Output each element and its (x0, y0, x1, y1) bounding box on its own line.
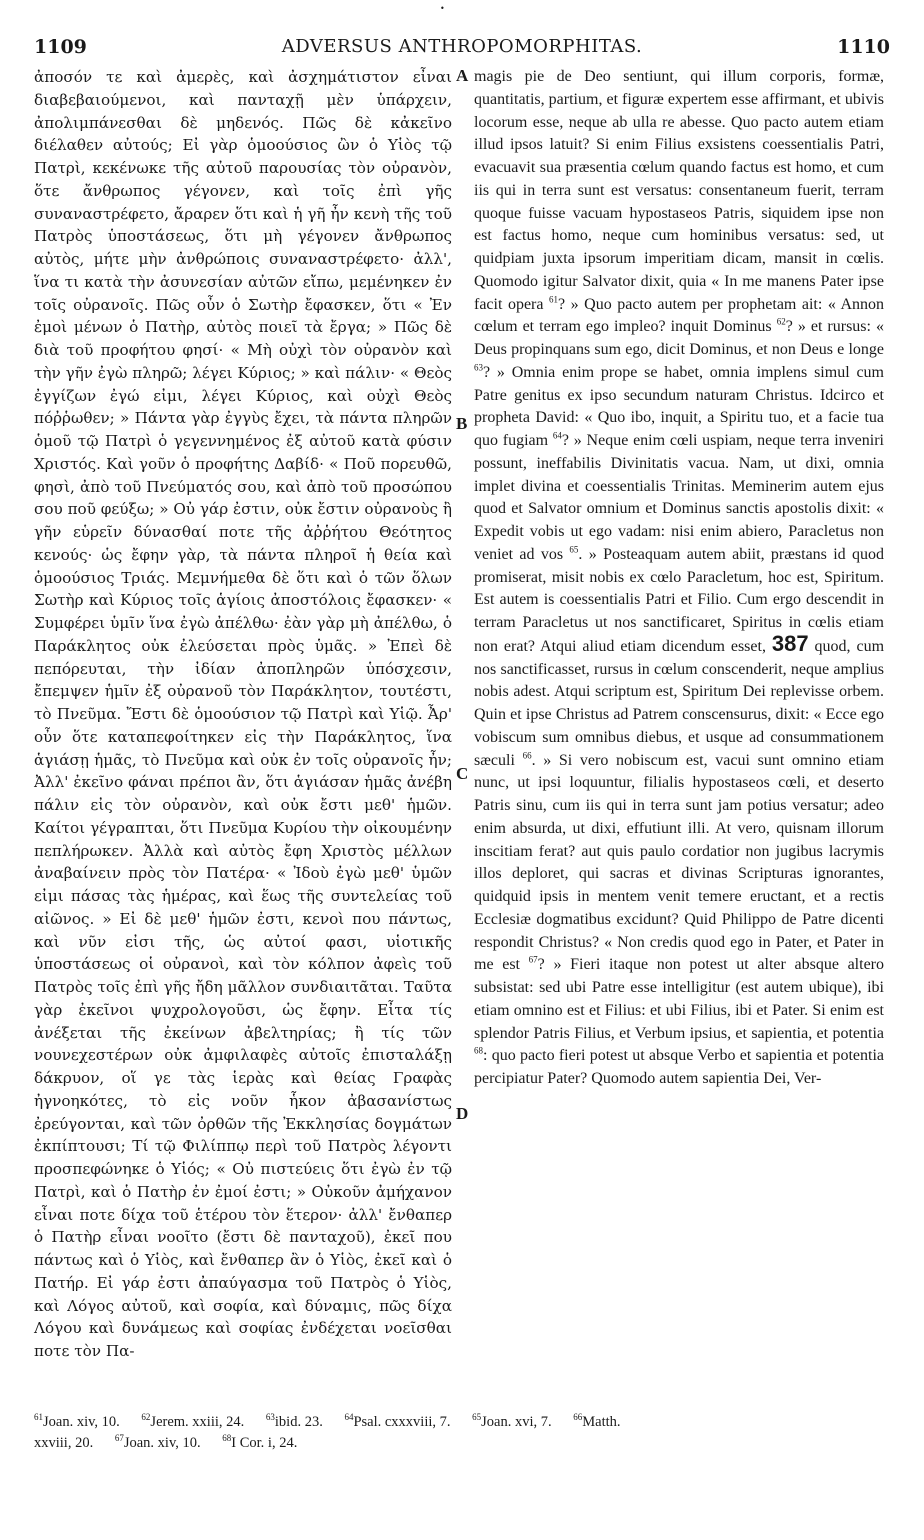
page-header (34, 36, 890, 62)
latin-segment: ? » Neque enim cœli uspiam, neque terra inveniri possunt, ineffabilis Divinitatis vacua. Nam, ut dixi, omnia implet divina et coessentialis Trinitas. Meminerim autem ejus quod et Salvator omnium et Dominus sanctis apostolis dixit: « Expedit vobis ut ego vadam: nisi enim abiero, Paracletus non veniet ad vos (474, 432, 885, 563)
latin-segment: : quo pacto fieri potest ut absque Verbo et sapientia et potentia percipiatur Pater? Quomodo autem sapientia Dei, Ver- (474, 1047, 884, 1087)
footnote: $^{63}$ibid. 23. (265, 1412, 323, 1430)
footnote-ref: 66 (522, 750, 532, 761)
margin-mark-c: C (456, 764, 469, 783)
page-number-left: 1109 (34, 36, 87, 58)
footnote-ref: 61 (549, 294, 559, 305)
footnotes (34, 1412, 890, 1454)
column-number: 387 (771, 630, 809, 656)
latin-column (474, 66, 884, 1406)
margin-mark-a: A (456, 66, 469, 85)
greek-text: ἀποσόν τε καὶ ἀμερὲς, καὶ ἀσχημάτιστον εἶναι διαβεβαιούμενοι, καὶ πανταχῇ μὲν ὑπάρχειν, ἀπολιμπάνεσθαι δὲ μηδενός. Πῶς δὲ κἀκεῖνο διέλαθεν αὐτούς; Εἰ γὰρ ὁμοούσιος ὢν ὁ Υἱὸς τῷ Πατρὶ, κεκένωκε τῆς αὐτοῦ παρουσίας τὸν οὐρανὸν, ὅτε ἄνθρωπος γέγονεν, καὶ τοῖς ἐπὶ γῆς συναναστρέφετο, ἄραρεν ὅτι καὶ ἡ γῆ ἦν κενὴ τῆς τοῦ Πατρὸς ὑποστάσεως, ὅτι μὴ γέγονεν ἄνθρωπος αὐτὸς, μήτε μὴν ἀνθρώποις συναναστρέφετο· ἀλλ', ἵνα τι κατὰ τὴν ἀσυνεσίαν αὐτῶν εἴπω, μεμένηκεν ἐν τοῖς οὐρανοῖς. Πῶς οὖν ὁ Σωτὴρ ἔφασκεν, ὅτι « Ἐν ἐμοὶ μένων ὁ Πατὴρ, αὐτὸς ποιεῖ τὰ ἔργα; » Πῶς δὲ διὰ τοῦ προφήτου φησί· « Μὴ οὐχὶ τὸν οὐρανὸν καὶ τὴν γῆν ἐγὼ πληρῶ; λέγει Κύριος; » καὶ πάλιν· « Θεὸς ἐγγίζων ἐγώ εἰμι, λέγει Κύριος, καὶ οὐχὶ Θεὸς πόῤῥωθεν; » Πάντα γὰρ ἐγγὺς ἔχει, τὰ πάντα πληρῶν ὁμοῦ τῷ Πατρὶ ὁ γεγεννημένος ἐξ αὐτοῦ κατὰ φύσιν Χριστός. Καὶ γοῦν ὁ προφήτης Δαβίδ· « Ποῦ πορευθῶ, φησὶ, ἀπὸ τοῦ Πνεύματός σου, καὶ ἀπὸ τοῦ προσώπου σου ποῦ φεύξω; » Οὐ γάρ ἐστιν, οὐκ ἔστιν οὐρανοὺς ἢ γῆν εὑρεῖν δύνασθαί ποτε τῆς ἀῤῥήτου Θεότητος κενούς· ὡς ἔφην γὰρ, τὰ πάντα πληροῖ ἡ θεία καὶ ὁμοούσιος Τριάς. Μεμνήμεθα δὲ ὅτι καὶ ὁ τῶν ὅλων Σωτὴρ καὶ Κύριος τοῖς ἁγίοις ἀποστόλοις ἔφασκεν· « Συμφέρει ὑμῖν ἵνα ἐγὼ ἀπέλθω· ἐὰν γὰρ μὴ ἀπέλθω, ὁ Παράκλητος οὐκ ἐλεύσεται πρὸς ὑμᾶς. » Ἐπεὶ δὲ πεπόρευται, τὴν ἰδίαν ἀποπληρῶν ὑπόσχεσιν, ἔπεμψεν ἡμῖν ἐξ οὐρανοῦ τὸν Παράκλητον, τουτέστι, τὸ Πνεῦμα. Ἔστι δὲ ὁμοούσιον τῷ Πατρὶ καὶ Υἱῷ. Ἆρ' οὖν ὅτε καταπεφοίτηκεν εἰς τὴν Παράκλητος, ἵνα ἁγιάσῃ ἡμᾶς, τὸ Πνεῦμα καὶ οὐκ ἐν τοῖς οὐρανοῖς ἦν; Ἀλλ' ἐκεῖνο φάναι πρέποι ἂν, ὅτι ἁγιάσαν ἡμᾶς ἀνέβη πάλιν εἰς τὸν οὐρανὸν, καὶ οὐκ ἔστι μεθ' ἡμῶν. Καίτοι γέγραπται, ὅτι Πνεῦμα Κυρίου τὴν οἰκουμένην πεπλήρωκεν. Ἀλλὰ καὶ αὐτὸς ἔφη Χριστὸς μέλλων ἀναβαίνειν πρὸς τὸν Πατέρα· « Ἰδοὺ ἐγὼ μεθ' ὑμῶν εἰμι πάσας τὰς ἡμέρας, καὶ ἕως τῆς συντελείας τοῦ αἰῶνος. » Εἰ δὲ μεθ' ἡμῶν ἐστι, κενοὶ που πάντως, καὶ νῦν εἰσι τῆς, ὡς αὐτοί φασι, υἱοτικῆς ὑποστάσεως οἱ οὐρανοὶ, καὶ τὸν κόλπον ἀφεὶς τοῦ Πατρὸς τοῖς ἐπὶ γῆς ἤδη μᾶλλον συνδιαιτᾶται. Ταῦτα γὰρ ἐκεῖνοι ψυχρολογοῦσι, ὡς ἔφην. Εἶτα τίς ἀνέξεται τῆς ἐκείνων ἀβελτηρίας; ἢ τίς τῶν νουνεχεστέρων οὐκ ἀμφιλαφὲς αὐτοῖς ἐπισταλάξῃ δάκρυον, οἵ γε τὰς ἱερὰς καὶ θείας Γραφὰς ἠγνοηκότες, τὸ εἰς νοῦν ἧκον ἀβασανίστως ἐρεύγονται, καὶ τῶν ὀρθῶν τῆς Ἐκκλησίας δογμάτων ἐκπίπτουσι; Τί τῷ Φιλίππῳ περὶ τοῦ Πατρὸς λέγοντι προσπεφώνηκε ὁ Υἱός; « Οὐ πιστεύεις ὅτι ἐγὼ ἐν τῷ Πατρὶ, καὶ ὁ Πατὴρ ἐν ἐμοί ἐστι; » Οὐκοῦν ἀμήχανον εἶναι ποτε δίχα τοῦ ἑτέρου τὸν ἕτερον· ἀλλ' ἔνθαπερ ὁ Πατὴρ εἶναι νοοῖτο (ἔστι δὲ πανταχοῦ), ἐκεῖ που πάντως καὶ ὁ Υἱὸς, καὶ ἔνθαπερ ἂν ὁ Υἱὸς, ἐκεῖ καὶ ὁ Πατήρ. Εἰ γάρ ἐστι ἀπαύγασμα τοῦ Πατρὸς ὁ Υἱὸς, καὶ Λόγος αὐτοῦ, καὶ σοφία, καὶ δύναμις, πῶς δίχα Λόγου καὶ δυνάμεως καὶ σοφίας ἐνδέχεται νοεῖσθαι ποτε τὸν Πα- (34, 68, 452, 1360)
footnote: $^{67}$Joan. xiv, 10. (114, 1433, 201, 1451)
speck: • (440, 4, 445, 13)
footnote: $^{65}$Joan. xvi, 7. (472, 1412, 552, 1430)
margin-mark-b: B (456, 414, 468, 433)
footnote: $^{64}$Psal. cxxxviii, 7. (344, 1412, 451, 1430)
latin-segment: ? » Quo pacto autem per prophetam ait: « Annon cœlum et terram ego impleo? inquit Dominus (474, 295, 885, 336)
page-number-right: 1110 (837, 36, 890, 58)
running-title: ADVERSUS ANTHROPOMORPHITAS. (281, 36, 643, 57)
margin-mark-d: D (456, 1104, 469, 1123)
footnote: $^{68}$I Cor. i, 24. (222, 1433, 298, 1451)
latin-segment: magis pie de Deo sentiunt, qui illum corporis, formæ, quantitatis, partium, et figuræ expertem esse affirmant, et ubivis locorum esse, neque ab ulla re abesse. Quo pacto autem etiam illud ipsos latuit? Si enim Filius exsistens coessentialis Patri, evacuavit sua præsentia cœlum quando factus est homo, et cum iis qui in terra sunt est versatus: consentaneum fuerit, terram quoque fuisse vacuam hypostaseos Patris, siquidem ipse non est factus homo, neque cum hominibus versatus: sed, ut quidpiam juxta ipsorum imperitiam dicam, mansit in cœlis. Quomodo igitur Salvator dixit, quia « In me manens Pater ipse facit opera (474, 68, 884, 313)
latin-segment: . » Posteaquam autem abiit, præstans id quod promiserat, misit nobis ex cœlo Paracletum, hoc est, Spiritum. Est autem is coessentialis Patri et Filio. Cum ergo descendit in terram Paracletus ut nos sanctificaret, Spiritus in cœlis etiam non erat? Atqui aliud etiam dicendum esset, (474, 545, 884, 655)
footnote-ref: 62 (776, 316, 786, 327)
latin-segment: quod, cum nos sanctificasset, rursus in cœlum conscenderit, neque amplius nobis adest. Atqui scriptum est, Spiritum Dei replevisse orbem. Quin et ipse Christus ad Patrem conscensurus, dixit: « Ecce ego vobiscum sum omnibus diebus, et usque ad consummationem sæculi (474, 637, 885, 769)
footnote: $^{61}$Joan. xiv, 10. (34, 1412, 120, 1430)
latin-segment: ? » Fieri itaque non potest ut alter absque altero subsistat: sed ubi Patre esse intelligitur (est autem ubique), ibi etiam omnino est et Filius: et ubi Filius, ibi et Pater. Si enim est splendor Patris Filius, et Verbum ipsius, et sapientia, et potentia (474, 956, 885, 1042)
latin-segment: . » Si vero nobiscum est, vacui sunt omnino etiam nunc, ut ipsi loquuntur, filialis hypostaseos cœli, et deserto Patris sinu, cum iis qui in terra sunt jam potius versatur; adeo enim absurda, ut dixi, effutiunt illi. At vero, quisnam illorum inscitiam ferat? aut quis paulo cordatior non jugibus lacrymis illos deploret, qui sacras et divinas Scripturas ignorantes, quidquid ipsis in mentem venit temere eructant, et a rectis Ecclesiæ dogmatibus excidunt? Quid Philippo de Patre dicenti respondit Christus? « Non credis quod ego in Pater, et Pater in me est (474, 751, 885, 974)
footnote-ref: 67 (528, 954, 538, 965)
greek-column (34, 66, 452, 1406)
footnote: $^{62}$Jerem. xxiii, 24. (141, 1412, 245, 1430)
footnote-ref: 64 (552, 430, 562, 441)
footnote-ref: 68 (474, 1045, 483, 1056)
footnote-ref: 65 (569, 544, 579, 555)
latin-segment: ? » et rursus: « Deus propinquans sum ego, dicit Dominus, et non Deus e longe (474, 318, 884, 358)
footnote-ref: 63 (474, 362, 483, 373)
footnote: $^{66}$Matth. (573, 1412, 621, 1430)
footnote-continued: xxviii, 20. (34, 1435, 94, 1451)
latin-segment: ? » Omnia enim prope se habet, omnia implens simul cum Patre genitus ex ipso secundum naturam Christus. Idcirco et propheta David: « Quo ibo, inquit, a Spiritu tuo, et a facie tua quo fugiam (474, 363, 884, 449)
latin-text (474, 66, 884, 1091)
